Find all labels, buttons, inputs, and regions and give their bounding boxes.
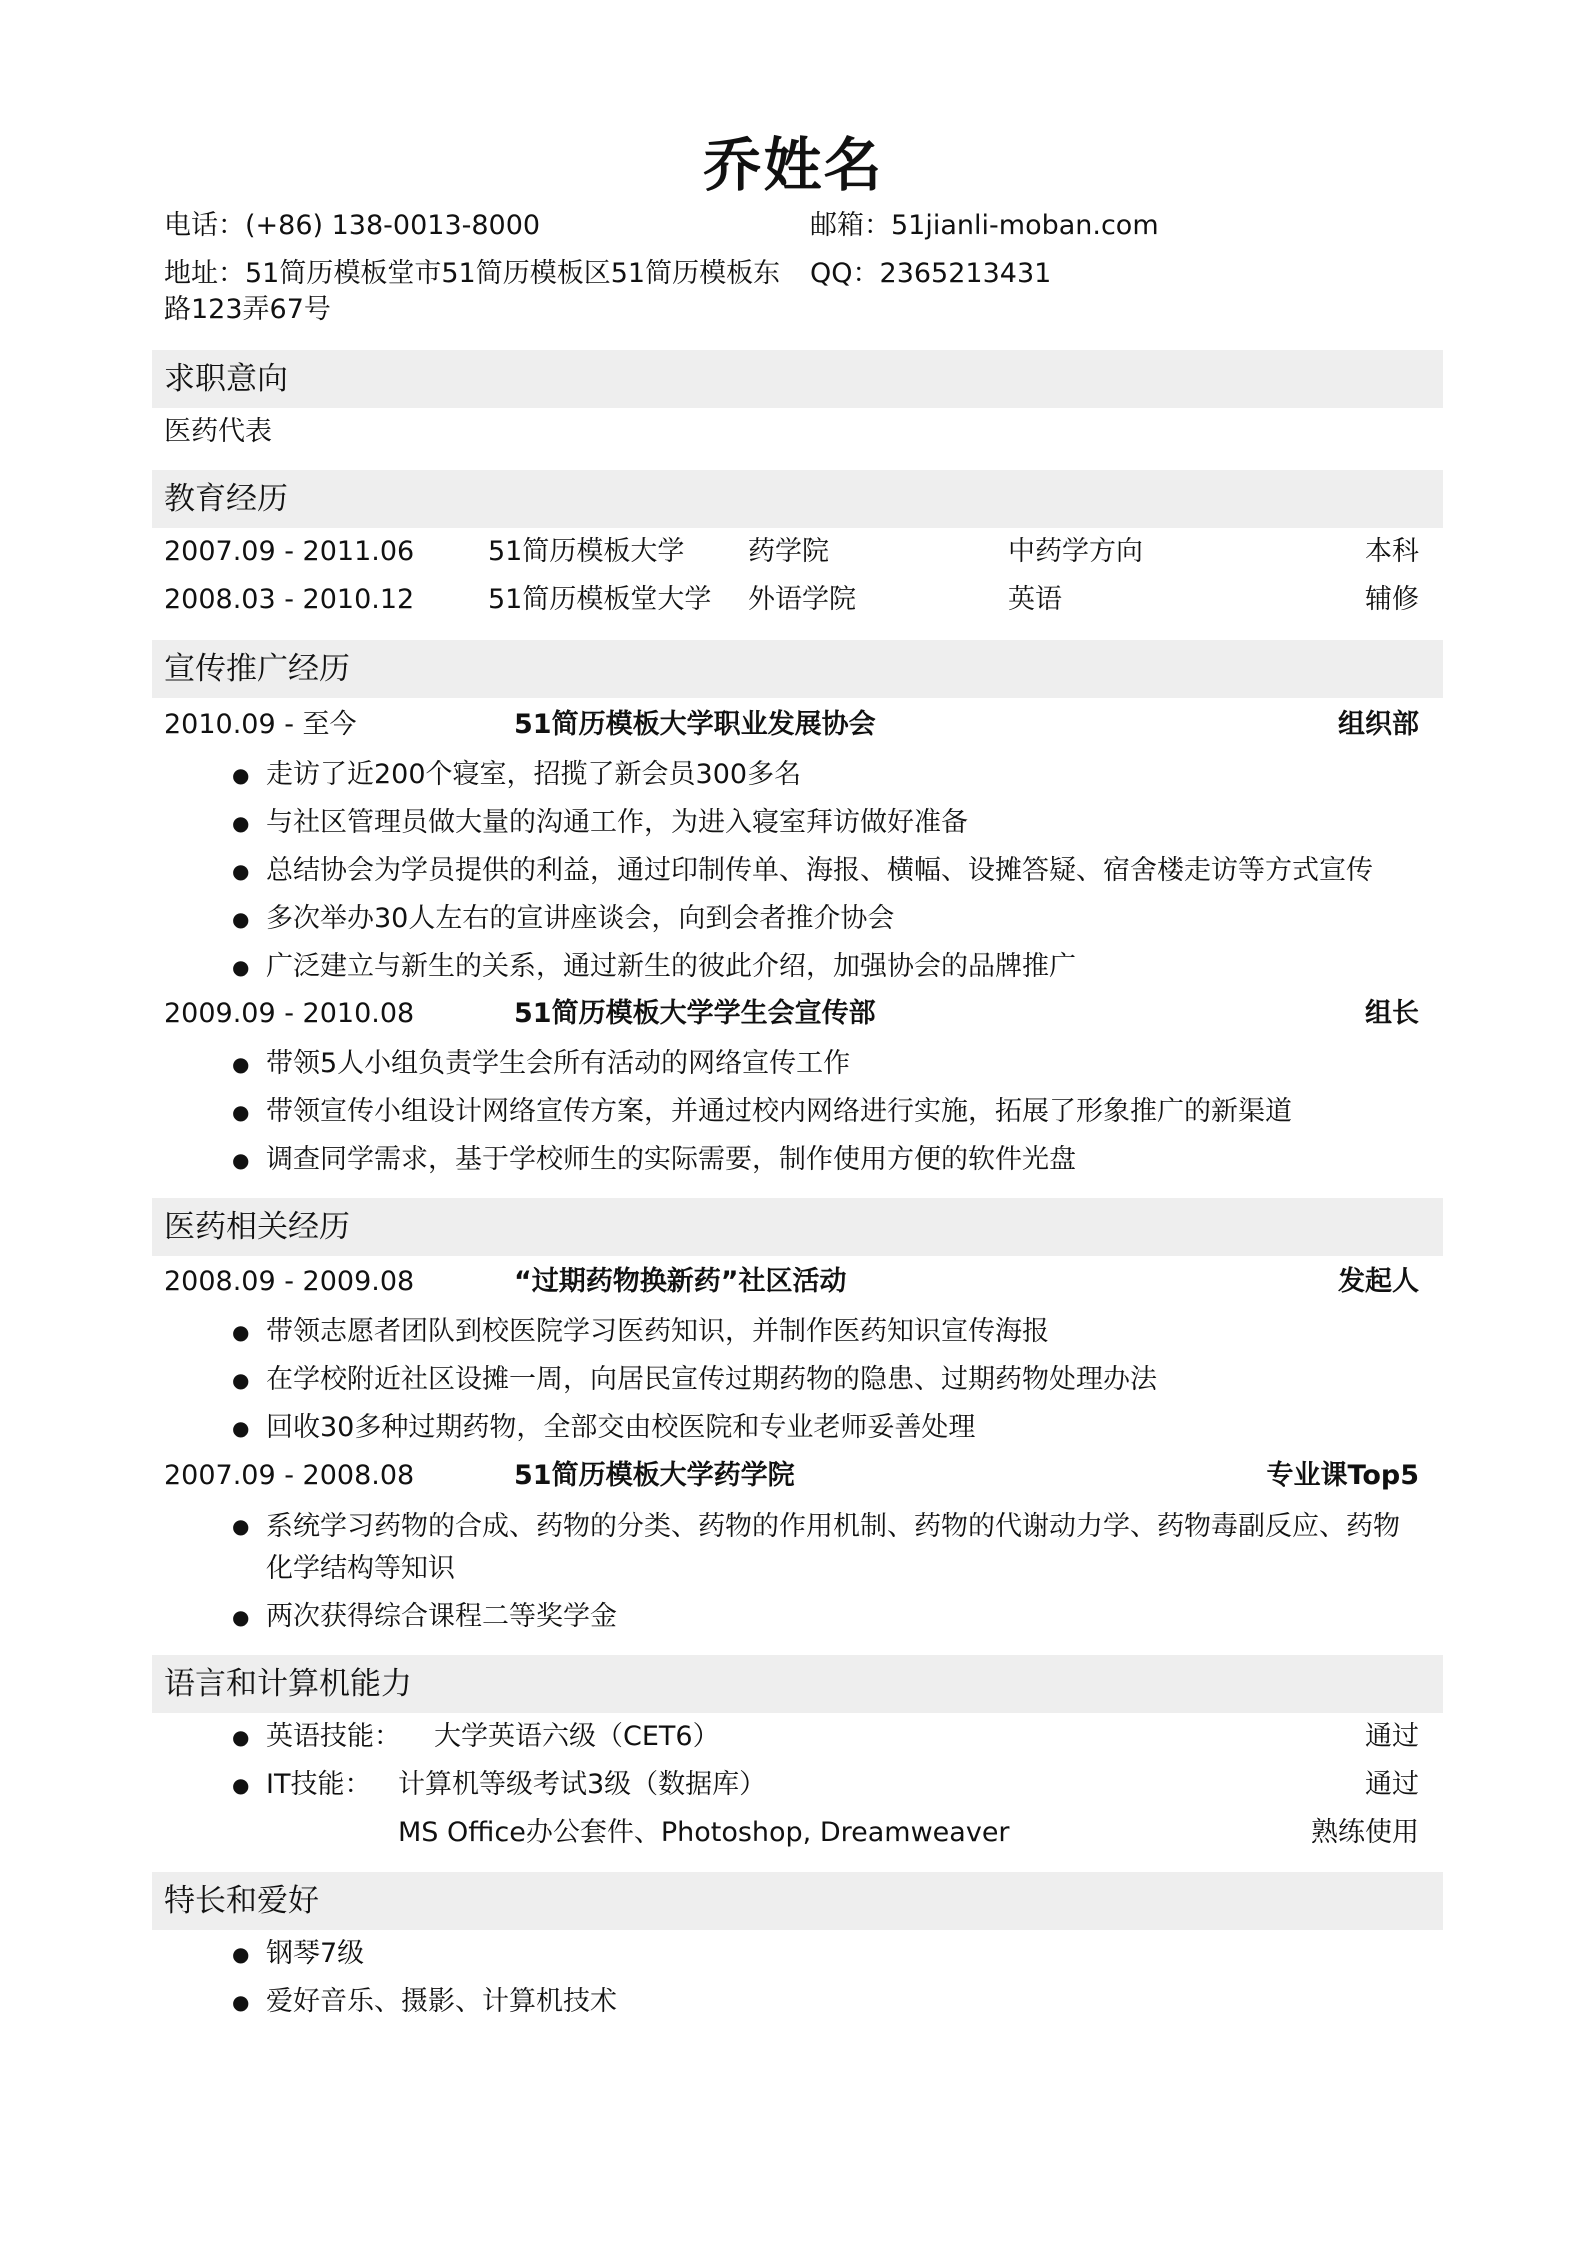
list-item: [0, 1140, 1587, 1180]
skill-row-it-2: [0, 1813, 1587, 1853]
list-item: [0, 1312, 1587, 1352]
objective-text: 医药代表: [164, 416, 272, 447]
list-item-text: 广泛建立与新生的关系，通过新生的彼此介绍，加强协会的品牌推广: [266, 951, 1076, 982]
qq-label: QQ：: [810, 258, 880, 289]
experience-role: 专业课Top5: [1266, 1460, 1419, 1491]
experience-header: [0, 1262, 1587, 1302]
phone-line: [164, 208, 540, 244]
bullet-dot-icon: ●: [232, 1320, 250, 1344]
list-item-text: 带领宣传小组设计网络宣传方案，并通过校内网络进行实施，拓展了形象推广的新渠道: [266, 1096, 1292, 1127]
list-item: [0, 755, 1587, 795]
list-item-text: 系统学习药物的合成、药物的分类、药物的作用机制、药物的代谢动力学、药物毒副反应、药物化学结构等知识: [266, 1511, 1400, 1584]
section-title: 教育经历: [164, 481, 288, 517]
list-item-text: 走访了近200个寝室，招揽了新会员300多名: [266, 759, 802, 790]
skill-label: IT技能：: [266, 1769, 372, 1800]
list-item-text: 调查同学需求，基于学校师生的实际需要，制作使用方便的软件光盘: [266, 1144, 1076, 1175]
experience-org: “过期药物换新药”社区活动: [514, 1266, 847, 1297]
skill-row-english: [0, 1717, 1587, 1757]
list-item-text: 与社区管理员做大量的沟通工作，为进入寝室拜访做好准备: [266, 807, 968, 838]
skill-status: 通过: [1365, 1769, 1419, 1800]
bullet-dot-icon: ●: [232, 955, 250, 979]
list-item-text: 在学校附近社区设摊一周，向居民宣传过期药物的隐患、过期药物处理办法: [266, 1364, 1157, 1395]
section-objective: [152, 350, 1443, 408]
experience-header: [0, 994, 1587, 1034]
bullet-dot-icon: ●: [232, 1052, 250, 1076]
experience-role: 发起人: [1338, 1266, 1419, 1297]
qq-value: 2365213431: [879, 258, 1052, 289]
section-title: 语言和计算机能力: [164, 1666, 412, 1702]
address-value-line2: 路123弄67号: [164, 294, 331, 325]
list-item: [0, 1506, 1587, 1590]
list-item: [0, 851, 1587, 891]
experience-role: 组织部: [1338, 709, 1419, 740]
bullet-dot-icon: ●: [232, 1605, 250, 1629]
education-major: 英语: [1008, 584, 1062, 615]
skill-value: MS Office办公套件、Photoshop, Dreamweaver: [398, 1817, 1010, 1848]
skill-status: 通过: [1365, 1721, 1419, 1752]
bullet-dot-icon: ●: [232, 1368, 250, 1392]
education-degree: 本科: [1365, 536, 1419, 567]
experience-period: 2007.09 - 2008.08: [164, 1460, 415, 1491]
list-item: [0, 1044, 1587, 1084]
experience-header: [0, 705, 1587, 745]
section-promotion: [152, 640, 1443, 698]
list-item: [0, 1408, 1587, 1448]
bullet-dot-icon: ●: [232, 1773, 250, 1797]
section-skills: [152, 1655, 1443, 1713]
email-value: 51jianli-moban.com: [891, 210, 1159, 241]
section-hobbies: [152, 1872, 1443, 1930]
bullet-dot-icon: ●: [232, 1514, 250, 1538]
education-period: 2008.03 - 2010.12: [164, 584, 415, 615]
section-medical: [152, 1198, 1443, 1256]
section-title: 医药相关经历: [164, 1209, 350, 1245]
experience-period: 2009.09 - 2010.08: [164, 998, 415, 1029]
section-education: [152, 470, 1443, 528]
experience-header: [0, 1456, 1587, 1496]
skill-label: 英语技能：: [266, 1721, 401, 1752]
bullet-dot-icon: ●: [232, 907, 250, 931]
list-item: [0, 899, 1587, 939]
list-item: [0, 1092, 1587, 1132]
section-title: 特长和爱好: [164, 1883, 319, 1919]
list-item: [0, 947, 1587, 987]
list-item-text: 带领5人小组负责学生会所有活动的网络宣传工作: [266, 1048, 851, 1079]
bullet-dot-icon: ●: [232, 859, 250, 883]
candidate-name: 乔姓名: [703, 131, 884, 199]
skill-status: 熟练使用: [1311, 1817, 1419, 1848]
experience-role: 组长: [1365, 998, 1419, 1029]
education-school: 51简历模板大学: [488, 536, 685, 567]
list-item-text: 爱好音乐、摄影、计算机技术: [266, 1986, 617, 2017]
address-line: [164, 256, 780, 328]
skill-row-it: [0, 1765, 1587, 1805]
experience-org: 51简历模板大学职业发展协会: [514, 709, 876, 740]
experience-org: 51简历模板大学药学院: [514, 1460, 795, 1491]
bullet-dot-icon: ●: [232, 1990, 250, 2014]
education-row: [0, 580, 1587, 620]
education-major: 中药学方向: [1008, 536, 1143, 567]
education-period: 2007.09 - 2011.06: [164, 536, 415, 567]
list-item-text: 带领志愿者团队到校医院学习医药知识，并制作医药知识宣传海报: [266, 1316, 1049, 1347]
list-item: [0, 1597, 1587, 1637]
education-row: [0, 532, 1587, 572]
experience-period: 2010.09 - 至今: [164, 709, 357, 740]
section-title: 宣传推广经历: [164, 651, 350, 687]
education-school: 51简历模板堂大学: [488, 584, 712, 615]
bullet-dot-icon: ●: [232, 1942, 250, 1966]
skill-value: 大学英语六级（CET6）: [434, 1721, 720, 1752]
address-value-line1: 51简历模板堂市51简历模板区51简历模板东: [245, 258, 781, 289]
phone-label: 电话：: [164, 210, 245, 241]
list-item-text: 回收30多种过期药物，全部交由校医院和专业老师妥善处理: [266, 1412, 976, 1443]
bullet-dot-icon: ●: [232, 1416, 250, 1440]
list-item-text: 多次举办30人左右的宣讲座谈会，向到会者推介协会: [266, 903, 895, 934]
list-item: [0, 1360, 1587, 1400]
experience-period: 2008.09 - 2009.08: [164, 1266, 415, 1297]
list-item-text: 钢琴7级: [266, 1938, 365, 1969]
list-item-text: 总结协会为学员提供的利益，通过印制传单、海报、横幅、设摊答疑、宿舍楼走访等方式宣传: [266, 855, 1373, 886]
education-college: 药学院: [748, 536, 829, 567]
list-item: [0, 803, 1587, 843]
bullet-dot-icon: ●: [232, 1725, 250, 1749]
phone-value: (+86) 138-0013-8000: [245, 210, 541, 241]
bullet-dot-icon: ●: [232, 1100, 250, 1124]
bullet-dot-icon: ●: [232, 763, 250, 787]
experience-org: 51简历模板大学学生会宣传部: [514, 998, 876, 1029]
email-line: [810, 208, 1159, 244]
skill-value: 计算机等级考试3级（数据库）: [398, 1769, 767, 1800]
email-label: 邮箱：: [810, 210, 891, 241]
education-degree: 辅修: [1365, 584, 1419, 615]
qq-line: [810, 256, 1051, 292]
list-item-text: 两次获得综合课程二等奖学金: [266, 1601, 617, 1632]
bullet-dot-icon: ●: [232, 811, 250, 835]
bullet-dot-icon: ●: [232, 1148, 250, 1172]
list-item: [0, 1934, 1587, 1974]
education-college: 外语学院: [748, 584, 856, 615]
section-title: 求职意向: [164, 361, 288, 397]
list-item: [0, 1982, 1587, 2022]
address-label: 地址：: [164, 258, 245, 289]
